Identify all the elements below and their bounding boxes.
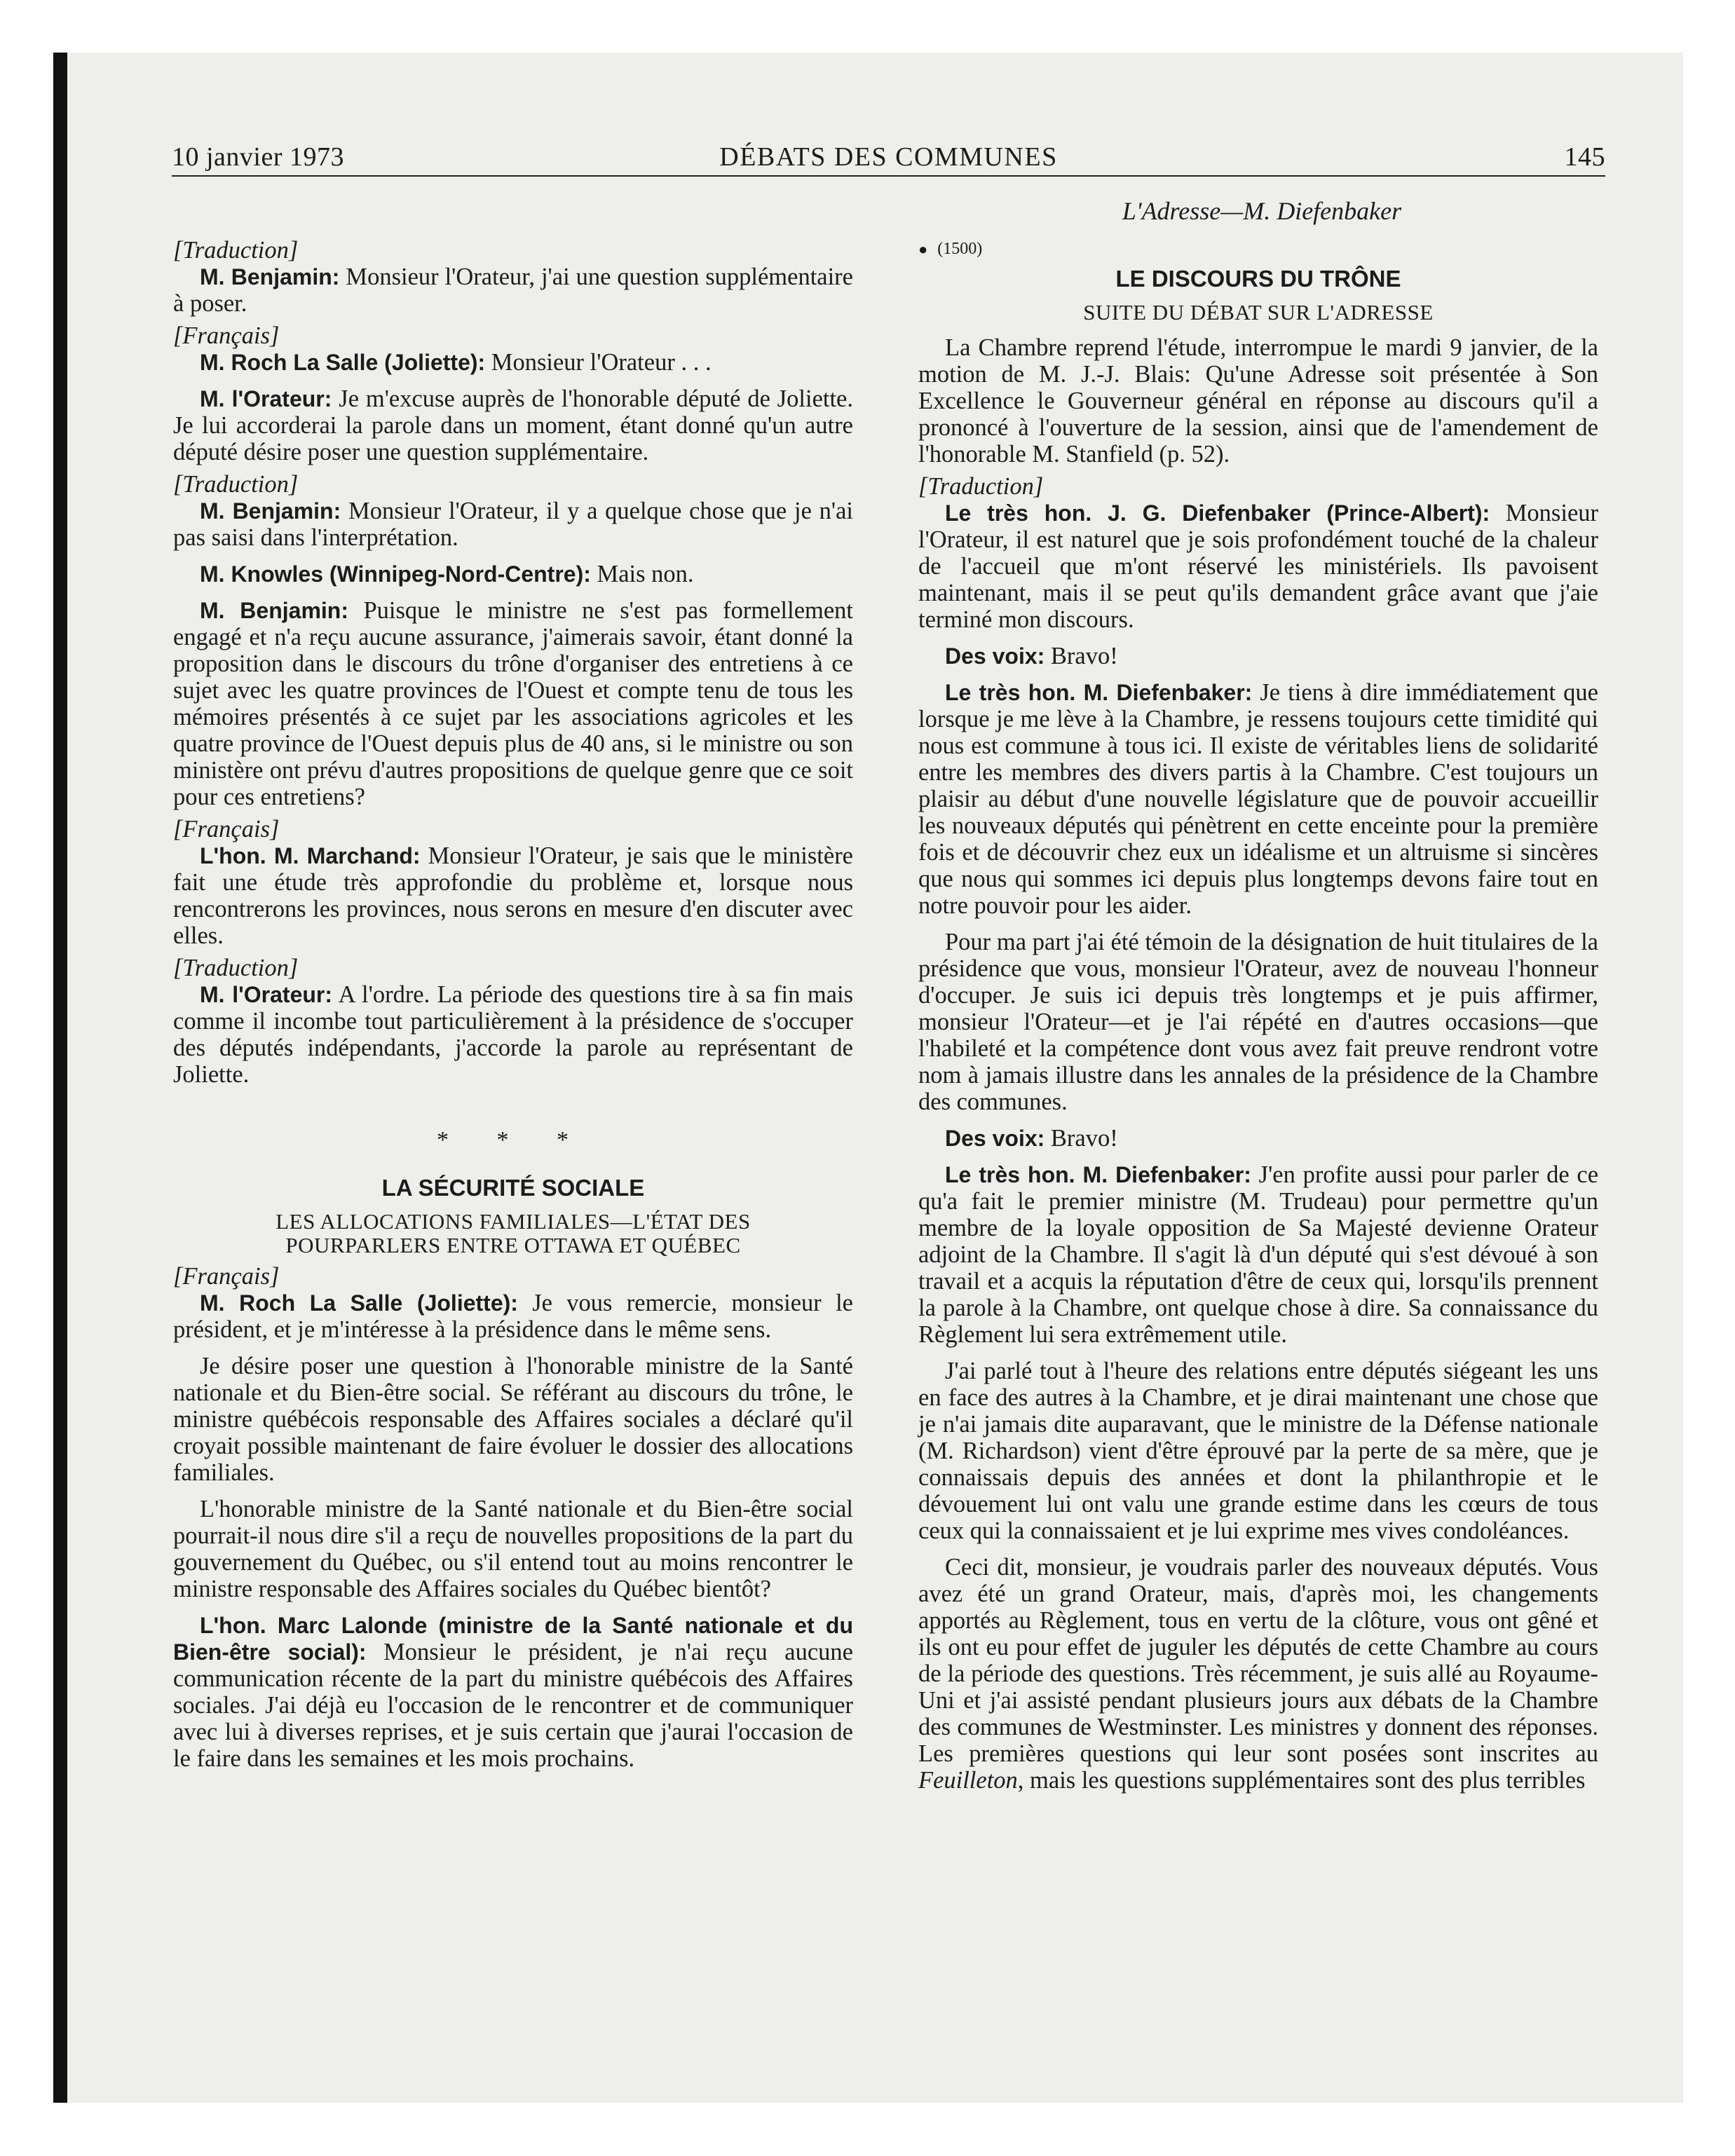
speaker-name: Le très hon. J. G. Diefenbaker (Prince-Albert): [945, 500, 1490, 526]
speech-paragraph [173, 597, 853, 810]
speech-paragraph: L'honorable ministre de la Santé nationale et du Bien-être social pourrait-il nous dire s'il a reçu de nouvelles propositions de la part du gouvernement du Québec, ou s'il entend tout au moins rencontrer le ministre responsable des Affaires sociales du Québec bientôt? [173, 1496, 853, 1602]
speaker-name: Le très hon. M. Diefenbaker: [945, 680, 1253, 706]
speech-text: Mais non. [590, 561, 694, 587]
speaker-name: L'hon. M. Marchand: [200, 843, 421, 868]
speaker-name: M. Roch La Salle (Joliette): [200, 350, 486, 375]
left-column [173, 231, 853, 1772]
speech-text: A l'ordre. La période des questions tire à sa fin mais comme il incombe tout particulièrement à la présidence de s'occuper des députés indépendants, j'accorde la parole au représentant de Joliette. [173, 981, 853, 1088]
speech-paragraph [918, 1554, 1598, 1794]
language-marker: [Traduction] [173, 237, 299, 264]
speech-paragraph [173, 981, 853, 1088]
time-marker-text: (1500) [937, 240, 983, 258]
speaker-name: M. Benjamin: [200, 498, 341, 524]
speaker-name: Le très hon. M. Diefenbaker: [945, 1162, 1251, 1188]
speech-text: Puisque le ministre ne s'est pas formellement engagé et n'a reçu aucune assurance, j'aimerais savoir, étant donné la proposition dans le discours du trône d'organiser des entretiens à ce sujet avec les quatre provinces de l'Ouest et compte tenu de tous les mémoires présentés à ce sujet par les associations agricoles et les quatre province de l'Ouest depuis plus de 40 ans, si le ministre ou son ministère ont prévu d'autres propositions de quelque genre que ce soit pour ces entretiens? [173, 597, 854, 810]
speech-paragraph [173, 1290, 853, 1343]
speech-text: Monsieur l'Orateur, je sais que le ministère fait une étude très approfondie du problème et, lorsque nous rencontrerons les provinces, nous serons en mesure d'en discuter avec elles. [173, 842, 853, 949]
speech-text: Monsieur l'Orateur, j'ai une question supplémentaire à poser. [173, 264, 853, 317]
speech-text: Monsieur le président, je n'ai reçu aucune communication récente de la part du ministre québécois des Affaires sociales. J'ai déjà eu l'occasion de le rencontrer et de communiquer avec lui à diverses reprises, et je suis certain que j'aurai l'occasion de le faire dans les semaines et les mois prochains. [173, 1639, 853, 1772]
speech-paragraph [918, 679, 1598, 919]
language-marker: [Français] [173, 816, 280, 842]
speech-paragraph [173, 842, 853, 949]
section-title: LA SÉCURITÉ SOCIALE [381, 1175, 645, 1201]
section-subtitle: LES ALLOCATIONS FAMILIALES—L'ÉTAT DES POURPARLERS ENTRE OTTAWA ET QUÉBEC [275, 1209, 751, 1257]
section-separator: * * * [437, 1127, 590, 1153]
speech-text: Bravo! [1045, 1125, 1118, 1152]
speech-text: Monsieur l'Orateur . . . [485, 349, 712, 376]
speech-text: Je m'excuse auprès de l'honorable député de Joliette. Je lui accorderai la parole dans un moment, étant donné qu'un autre député désire poser une question supplémentaire. [173, 386, 853, 465]
header-publication: DÉBATS DES COMMUNES [719, 142, 1058, 172]
speech-paragraph [173, 264, 853, 317]
speech-paragraph [173, 561, 853, 587]
speaker-name: L'hon. Marc Lalonde (ministre de la Santé nationale et du Bien-être social): [173, 1613, 853, 1665]
speech-text: Monsieur l'Orateur, il est naturel que je sois profondément touché de la chaleur de l'accueil que m'ont réservé les ministériels. Ils pavoisent maintenant, mais il se peut qu'ils demandent grâce avant que j'aie terminé mon discours. [918, 500, 1598, 634]
bullet-icon: ● [918, 240, 928, 259]
speaker-name: Des voix: [945, 1126, 1045, 1152]
speaker-name: M. Knowles (Winnipeg-Nord-Centre): [200, 561, 591, 587]
speech-paragraph: Je désire poser une question à l'honorable ministre de la Santé nationale et du Bien-être social. Se référant au discours du trône, le ministre québécois responsable des Affaires sociales a déclaré qu'il croyait possible maintenant de faire évoluer le dossier des allocations familiales. [173, 1353, 853, 1486]
speech-paragraph [918, 500, 1598, 633]
language-marker: [Français] [173, 1263, 280, 1290]
header-date: 10 janvier 1973 [172, 142, 345, 172]
page-header [172, 140, 1605, 177]
speech-paragraph: Pour ma part j'ai été témoin de la désignation de huit titulaires de la présidence que vous, monsieur l'Orateur, avez de nouveau l'honneur d'occuper. Je suis ici depuis très longtemps et je puis affirmer, monsieur l'Orateur—et je l'ai répété en d'autres occasions—que l'habileté et la compétence dont vous avez fait preuve rendront votre nom à jamais illustre dans les annales de la présidence de la Chambre des communes. [918, 929, 1598, 1116]
speech-text: , mais les questions supplémentaires sont des plus terribles [1017, 1767, 1586, 1794]
section-subtitle: SUITE DU DÉBAT SUR L'ADRESSE [1083, 300, 1434, 325]
speech-paragraph [918, 643, 1598, 669]
speaker-name: Des voix: [945, 643, 1045, 669]
speech-text-italic: Feuilleton [918, 1767, 1018, 1794]
language-marker: [Traduction] [173, 471, 299, 498]
language-marker: [Traduction] [918, 473, 1044, 500]
speech-paragraph [173, 386, 853, 465]
speaker-name: M. Benjamin: [200, 598, 348, 623]
speech-text: Ceci dit, monsieur, je voudrais parler des nouveaux députés. Vous avez été un grand Orateur, mais, d'après moi, les changements apportés au Règlement, tous en vertu de la clôture, vous ont gêné et ils ont eu pour effet de juguler les députés de cette Chambre au cours de la période des questions. Très récemment, je suis allé au Royaume-Uni et j'ai assisté pendant plusieurs jours aux débats de la Chambre des communes de Westminster. Les ministres y donnent des réponses. Les premières questions qui leur sont posées sont inscrites au [918, 1554, 1598, 1768]
speech-text: Je vous remercie, monsieur le président, et je m'intéresse à la présidence dans le même sens. [173, 1290, 853, 1343]
speech-text: J'en profite aussi pour parler de ce qu'a fait le premier ministre (M. Trudeau) pour permettre qu'un membre de la loyale opposition de Sa Majesté devienne Orateur adjoint de la Chambre. Il s'agit là d'un député qui s'est dévoué à son travail et a acquis la réputation d'être de ceux qui, lorsqu'ils prennent la parole à la Chambre, ont quelque chose à dire. Sa connaissance du Règlement lui sera extrêmement utile. [918, 1161, 1599, 1349]
section-title: LE DISCOURS DU TRÔNE [1115, 266, 1401, 292]
right-column [918, 231, 1598, 1794]
speech-paragraph [173, 349, 853, 376]
speech-text: Bravo! [1045, 643, 1118, 670]
speech-paragraph [173, 1612, 853, 1772]
time-marker [918, 236, 1598, 263]
speech-paragraph: J'ai parlé tout à l'heure des relations entre députés siégeant les uns en face des autres à la Chambre, et je dirai maintenant une chose que je n'ai jamais dite auparavant, que le ministre de la Défense nationale (M. Richardson) vient d'être éprouvé par la perte de sa mère, que je connaissais depuis des années et dont la philanthropie et le dévouement lui ont valu une grande estime dans les cœurs de tous ceux qui la connaissaient et je lui exprime mes vives condoléances. [918, 1358, 1598, 1545]
speech-paragraph [173, 498, 853, 551]
speech-paragraph: La Chambre reprend l'étude, interrompue le mardi 9 janvier, de la motion de M. J.-J. Blais: Qu'une Adresse soit présentée à Son Excellence le Gouverneur général en réponse au discours qu'il a prononcé à l'ouverture de la session, ainsi que de l'amendement de l'honorable M. Stanfield (p. 52). [918, 334, 1598, 468]
speaker-name: M. Benjamin: [200, 264, 340, 289]
speaker-name: M. l'Orateur: [200, 982, 333, 1007]
running-head: L'Adresse—M. Diefenbaker [1122, 197, 1402, 225]
speech-paragraph [918, 1125, 1598, 1152]
speaker-name: M. l'Orateur: [200, 386, 332, 411]
speech-text: Monsieur l'Orateur, il y a quelque chose que je n'ai pas saisi dans l'interprétation. [173, 498, 854, 551]
speech-paragraph [918, 1161, 1598, 1348]
header-page-number: 145 [1564, 142, 1605, 172]
language-marker: [Traduction] [173, 955, 299, 981]
language-marker: [Français] [173, 322, 280, 349]
speaker-name: M. Roch La Salle (Joliette): [200, 1290, 518, 1316]
speech-text: Je tiens à dire immédiatement que lorsque je me lève à la Chambre, je ressens toujours cette timidité qui nous est commune à tous ici. Il existe de véritables liens de solidarité entre les membres des divers partis à la Chambre. C'est toujours un plaisir au début d'une nouvelle législature que de pouvoir accueillir les nouveaux députés qui pénètrent en cette enceinte pour la première fois et de découvrir chez eux un idéalisme et un altruisme si sincères que nous qui sommes ici depuis plus longtemps devons faire tout en notre pouvoir pour les aider. [918, 679, 1598, 920]
